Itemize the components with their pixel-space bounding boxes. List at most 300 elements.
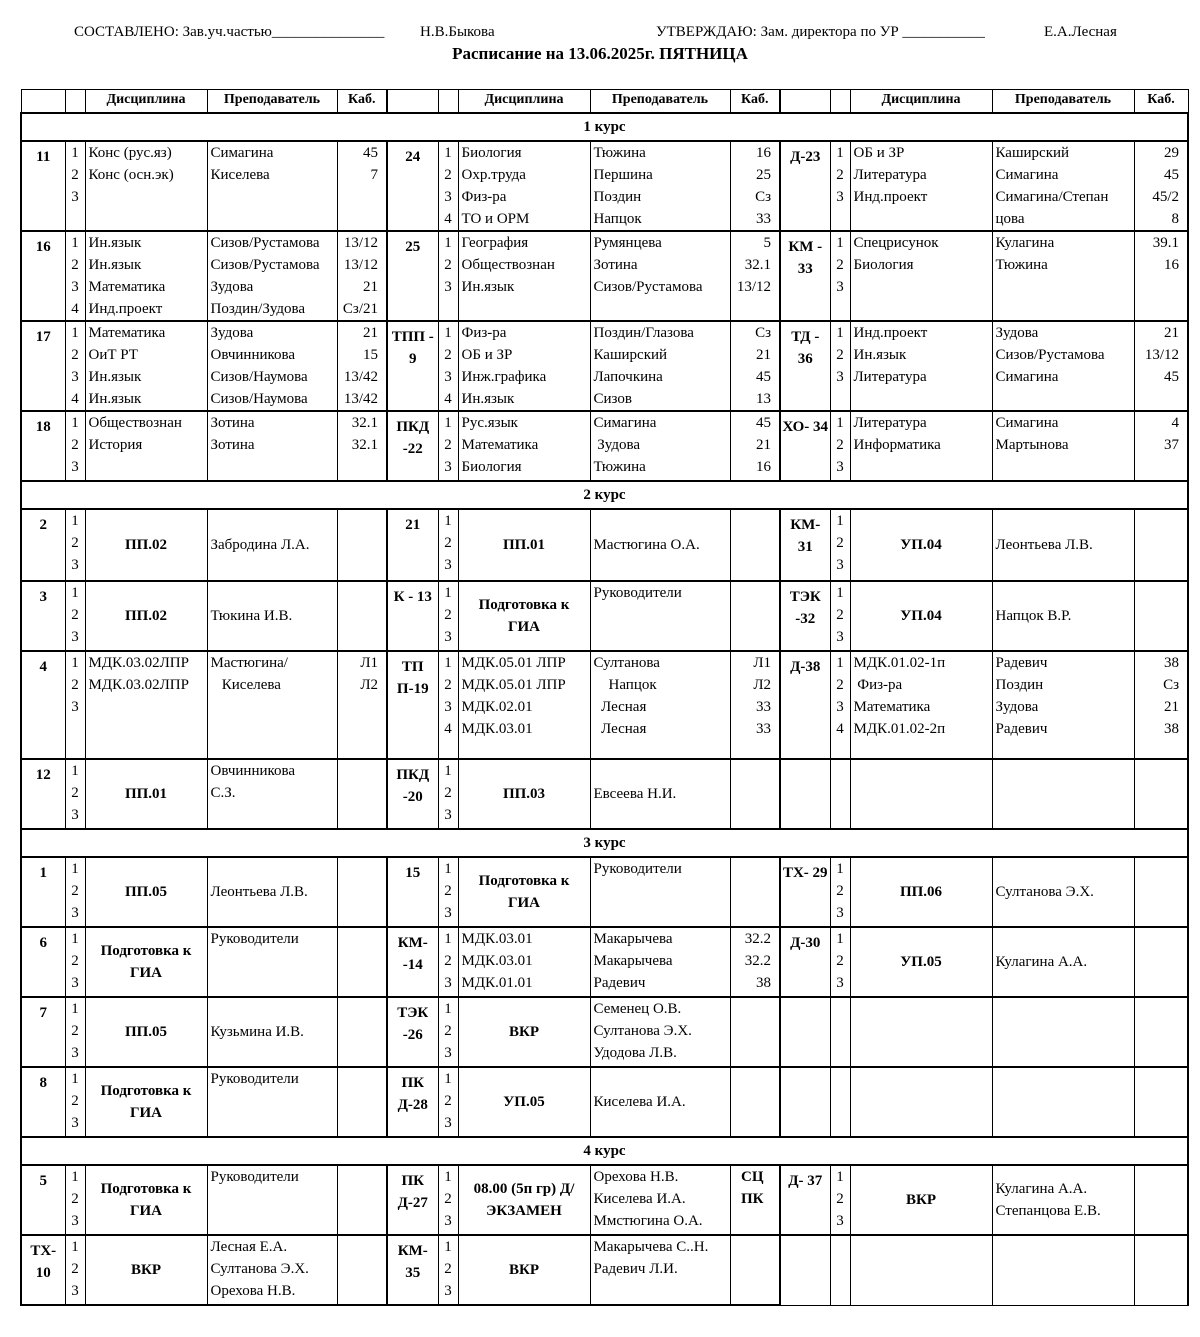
cell-line: 2: [71, 1191, 79, 1207]
teacher-cell: [992, 759, 1134, 829]
cell-line: Радевич: [995, 655, 1048, 671]
cell-line: Зотина: [210, 415, 255, 431]
cell-line: 13/42: [343, 369, 378, 385]
room-cell: [730, 1235, 780, 1305]
cell-line: МДК.03.02ЛПР: [88, 677, 189, 693]
lesson-numbers: [438, 581, 458, 651]
cell-line: 1: [836, 145, 844, 161]
room-cell: [1134, 857, 1188, 927]
course-row: [21, 1137, 1188, 1165]
teacher-cell: [590, 141, 730, 231]
cell-line: Инд.проект: [88, 301, 163, 317]
room-cell: [337, 321, 387, 411]
teacher-cell: [590, 1067, 730, 1137]
room-cell: [1134, 759, 1188, 829]
teacher-cell: [992, 997, 1134, 1067]
cell-line: 3: [444, 557, 452, 573]
cell-line: 2: [444, 883, 452, 899]
room-cell: [730, 997, 780, 1067]
cell-line: 2: [71, 1023, 79, 1039]
cell-line: Поздин/Глазова: [593, 325, 694, 341]
room-cell: [1134, 581, 1188, 651]
cell-line: Ин.язык: [88, 235, 142, 251]
cell-line: 1: [836, 415, 844, 431]
cell-line: 2: [444, 167, 452, 183]
cell-line: МДК.03.01: [461, 931, 533, 947]
teacher-cell: [207, 927, 337, 997]
group-name: 11: [21, 141, 65, 231]
cell-line: 3: [836, 975, 844, 991]
group-name: КМ - 33: [780, 231, 830, 321]
discipline-cell: [850, 997, 992, 1067]
cell-line: Конс (осн.эк): [88, 167, 174, 183]
cell-line: 32.2: [744, 953, 771, 969]
schedule-row: [21, 1067, 1188, 1137]
cell-line: 3: [71, 557, 79, 573]
cell-line: 2: [836, 607, 844, 623]
header-group-cell: [780, 90, 830, 114]
cell-line: 45: [1164, 369, 1179, 385]
cell-line: 32.1: [351, 415, 378, 431]
header-room: Каб.: [337, 90, 387, 114]
cell-line: 2: [71, 167, 79, 183]
cell-line: 3: [71, 279, 79, 295]
practice-discipline: ВКР: [458, 1235, 590, 1305]
cell-line: 16: [1164, 257, 1179, 273]
cell-line: Мастюгина/: [210, 655, 288, 671]
practice-discipline: Подготовка к ГИА: [85, 1067, 207, 1137]
practice-discipline: УП.05: [458, 1067, 590, 1137]
header-teacher: Преподаватель: [590, 90, 730, 114]
course-label: 1 курс: [21, 113, 1188, 141]
cell-line: Л1: [753, 655, 771, 671]
room-cell: [730, 857, 780, 927]
cell-line: 13: [756, 391, 771, 407]
cell-line: 45/2: [1152, 189, 1179, 205]
teacher-cell: [207, 581, 337, 651]
lesson-numbers: [438, 927, 458, 997]
cell-line: Султанова Э.Х.: [593, 1023, 692, 1039]
cell-line: Радевич: [995, 721, 1048, 737]
room-cell: [337, 651, 387, 759]
cell-line: Каширский: [995, 145, 1070, 161]
room-cell: [337, 509, 387, 581]
cell-line: 16: [756, 459, 771, 475]
cell-line: 2: [836, 953, 844, 969]
discipline-cell: [850, 1067, 992, 1137]
cell-line: Поздин: [593, 189, 642, 205]
cell-line: Напцок В.Р.: [995, 608, 1072, 624]
cell-line: 2: [71, 785, 79, 801]
header-room: Каб.: [730, 90, 780, 114]
cell-line: 4: [444, 721, 452, 737]
group-name: ПКД -20: [387, 759, 438, 829]
teacher-cell: [992, 1067, 1134, 1137]
cell-line: 1: [444, 1071, 452, 1087]
cell-line: Физ-ра: [853, 677, 903, 693]
discipline-cell: [85, 651, 207, 759]
cell-line: 2: [71, 677, 79, 693]
teacher-cell: [590, 997, 730, 1067]
cell-line: Румянцева: [593, 235, 662, 251]
teacher-cell: [207, 411, 337, 481]
cell-line: 2: [444, 535, 452, 551]
cell-line: 2: [836, 437, 844, 453]
room-cell: [337, 141, 387, 231]
group-name: ТП П-19: [387, 651, 438, 759]
room-cell: [337, 581, 387, 651]
cell-line: 38: [1164, 655, 1179, 671]
cell-line: Каширский: [593, 347, 668, 363]
practice-discipline: ВКР: [85, 1235, 207, 1305]
cell-line: Физ-ра: [461, 325, 507, 341]
cell-line: 3: [836, 1213, 844, 1229]
cell-line: 4: [1171, 415, 1179, 431]
cell-line: 1: [71, 415, 79, 431]
cell-line: 2: [444, 257, 452, 273]
cell-line: 3: [71, 1115, 79, 1131]
cell-line: Леонтьева Л.В.: [210, 884, 308, 900]
cell-line: Симагина: [995, 369, 1059, 385]
cell-line: ОБ и ЗР: [853, 145, 905, 161]
lesson-numbers: [438, 321, 458, 411]
cell-line: 2: [444, 1191, 452, 1207]
cell-line: Овчинникова: [210, 347, 296, 363]
room-cell: [730, 141, 780, 231]
cell-line: 2: [71, 883, 79, 899]
cell-line: Математика: [88, 325, 166, 341]
cell-line: Першина: [593, 167, 653, 183]
cell-line: 3: [444, 369, 452, 385]
group-name: 21: [387, 509, 438, 581]
cell-line: Инд.проект: [853, 189, 928, 205]
cell-line: Удодова Л.В.: [593, 1045, 677, 1061]
room-cell: [1134, 927, 1188, 997]
cell-line: МДК.01.01: [461, 975, 533, 991]
cell-line: 1: [71, 861, 79, 877]
cell-line: 2: [444, 785, 452, 801]
cell-line: Макарычева: [593, 953, 673, 969]
discipline-cell: [458, 141, 590, 231]
group-name: 17: [21, 321, 65, 411]
cell-line: 3: [71, 1045, 79, 1061]
cell-line: Сизов: [593, 391, 632, 407]
cell-line: 1: [836, 861, 844, 877]
discipline-cell: [85, 141, 207, 231]
cell-line: Физ-ра: [461, 189, 507, 205]
teacher-cell: [207, 231, 337, 321]
cell-line: 4: [836, 721, 844, 737]
cell-line: Сизов/Рустамова: [995, 347, 1105, 363]
cell-line: 3: [71, 905, 79, 921]
schedule-row: [21, 321, 1188, 411]
cell-line: Литература: [853, 415, 927, 431]
group-name: 8: [21, 1067, 65, 1137]
cell-line: Тюжина: [593, 145, 646, 161]
lesson-numbers: [438, 509, 458, 581]
lesson-numbers: [830, 581, 850, 651]
teacher-cell: [207, 1235, 337, 1305]
cell-line: 29: [1164, 145, 1179, 161]
teacher-cell: [992, 927, 1134, 997]
cell-line: 8: [1171, 211, 1179, 227]
cell-line: 1: [71, 1001, 79, 1017]
lesson-numbers: [65, 1165, 85, 1235]
cell-line: 2: [444, 677, 452, 693]
cell-line: 32.1: [351, 437, 378, 453]
cell-line: 3: [836, 629, 844, 645]
discipline-cell: [850, 1235, 992, 1305]
cell-line: 2: [71, 437, 79, 453]
cell-line: Поздин/Зудова: [210, 301, 306, 317]
discipline-cell: [850, 411, 992, 481]
cell-line: 21: [1164, 699, 1179, 715]
cell-line: СЦ: [741, 1169, 764, 1185]
cell-line: Киселева: [210, 167, 270, 183]
room-cell: [1134, 651, 1188, 759]
header-room: Каб.: [1134, 90, 1188, 114]
cell-line: Кузьмина И.В.: [210, 1024, 304, 1040]
teacher-cell: [590, 581, 730, 651]
practice-discipline: ПП.03: [458, 759, 590, 829]
cell-line: 3: [444, 699, 452, 715]
header-discipline: Дисциплина: [85, 90, 207, 114]
header-discipline: Дисциплина: [850, 90, 992, 114]
cell-line: Кулагина А.А.: [995, 954, 1088, 970]
teacher-cell: [207, 509, 337, 581]
discipline-cell: [85, 321, 207, 411]
cell-line: Степанцова Е.В.: [995, 1203, 1101, 1219]
cell-line: Л1: [360, 655, 378, 671]
cell-line: География: [461, 235, 529, 251]
lesson-numbers: [438, 141, 458, 231]
cell-line: 38: [1164, 721, 1179, 737]
cell-line: 45: [756, 415, 771, 431]
teacher-cell: [992, 509, 1134, 581]
cell-line: 1: [444, 1001, 452, 1017]
room-cell: [1134, 1067, 1188, 1137]
cell-line: 32.2: [744, 931, 771, 947]
cell-line: Напцок: [593, 677, 657, 693]
cell-line: 1: [71, 763, 79, 779]
lesson-numbers: [65, 997, 85, 1067]
cell-line: 3: [444, 975, 452, 991]
cell-line: Султанова Э.Х.: [995, 884, 1094, 900]
cell-line: 1: [444, 235, 452, 251]
cell-line: Евсеева Н.И.: [593, 786, 677, 802]
course-label: 3 курс: [21, 829, 1188, 857]
cell-line: 1: [444, 145, 452, 161]
group-name: КМ- -14: [387, 927, 438, 997]
schedule-row: [21, 581, 1188, 651]
cell-line: Охр.труда: [461, 167, 526, 183]
cell-line: 2: [836, 347, 844, 363]
group-name: [780, 1067, 830, 1137]
lesson-numbers: [830, 509, 850, 581]
practice-discipline: ПП.02: [85, 509, 207, 581]
room-cell: [337, 1067, 387, 1137]
course-row: [21, 113, 1188, 141]
cell-line: 45: [756, 369, 771, 385]
cell-line: Математика: [853, 699, 931, 715]
group-name: К - 13: [387, 581, 438, 651]
cell-line: 2: [71, 1093, 79, 1109]
cell-line: 3: [71, 189, 79, 205]
lesson-numbers: [65, 509, 85, 581]
room-cell: [337, 927, 387, 997]
group-name: 1: [21, 857, 65, 927]
header-group-cell: [387, 90, 438, 114]
cell-line: Орехова Н.В.: [210, 1283, 296, 1299]
cell-line: Тюкина И.В.: [210, 608, 293, 624]
cell-line: 1: [836, 513, 844, 529]
discipline-cell: [458, 231, 590, 321]
discipline-cell: [850, 759, 992, 829]
teacher-cell: [992, 411, 1134, 481]
room-cell: [730, 1165, 780, 1235]
room-cell: [1134, 231, 1188, 321]
cell-line: Ин.язык: [88, 257, 142, 273]
schedule-row: [21, 759, 1188, 829]
cell-line: 3: [71, 629, 79, 645]
group-name: ТД - 36: [780, 321, 830, 411]
cell-line: Симагина: [995, 415, 1059, 431]
group-name: 7: [21, 997, 65, 1067]
cell-line: 1: [444, 1239, 452, 1255]
group-name: 6: [21, 927, 65, 997]
teacher-cell: [207, 759, 337, 829]
cell-line: Макарычева С..Н.: [593, 1239, 709, 1255]
cell-line: Инд.проект: [853, 325, 928, 341]
teacher-cell: [207, 651, 337, 759]
lesson-numbers: [65, 927, 85, 997]
cell-line: 3: [836, 699, 844, 715]
cell-line: 2: [836, 167, 844, 183]
group-name: ТХ- 29: [780, 857, 830, 927]
schedule-table: [20, 89, 1189, 1306]
cell-line: 3: [836, 557, 844, 573]
discipline-cell: [85, 411, 207, 481]
teacher-cell: [207, 997, 337, 1067]
group-name: [780, 997, 830, 1067]
cell-line: Информатика: [853, 437, 941, 453]
cell-line: 2: [836, 1191, 844, 1207]
teacher-cell: [590, 321, 730, 411]
cell-line: Зотина: [210, 437, 255, 453]
cell-line: Овчинникова: [210, 763, 296, 779]
cell-line: Киселева И.А.: [593, 1094, 686, 1110]
cell-line: МДК.03.01: [461, 721, 533, 737]
practice-discipline: 08.00 (5п гр) Д/ЭКЗАМЕН: [458, 1165, 590, 1235]
cell-line: Л2: [360, 677, 378, 693]
practice-discipline: ПП.01: [85, 759, 207, 829]
cell-line: Руководители: [593, 585, 682, 601]
lesson-numbers: [830, 411, 850, 481]
lesson-numbers: [65, 231, 85, 321]
practice-discipline: ПП.06: [850, 857, 992, 927]
lesson-numbers: [65, 141, 85, 231]
room-cell: [337, 1165, 387, 1235]
cell-line: 33: [756, 699, 771, 715]
lesson-numbers: [830, 759, 850, 829]
discipline-cell: [458, 411, 590, 481]
compiled-label: СОСТАВЛЕНО: Зав.уч.частью_______________: [74, 24, 385, 40]
room-cell: [1134, 509, 1188, 581]
schedule-row: [21, 857, 1188, 927]
cell-line: Киселева: [210, 677, 281, 693]
group-name: ПК Д-28: [387, 1067, 438, 1137]
teacher-cell: [590, 411, 730, 481]
teacher-cell: [992, 321, 1134, 411]
teacher-cell: [992, 581, 1134, 651]
teacher-cell: [207, 321, 337, 411]
lesson-numbers: [65, 581, 85, 651]
cell-line: 2: [71, 257, 79, 273]
cell-line: Сизов/Рустамова: [210, 235, 320, 251]
schedule-row: [21, 411, 1188, 481]
schedule-row: [21, 231, 1188, 321]
cell-line: Руководители: [210, 931, 299, 947]
cell-line: Биология: [853, 257, 914, 273]
cell-line: 4: [71, 301, 79, 317]
lesson-numbers: [830, 321, 850, 411]
cell-line: Ин.язык: [853, 347, 907, 363]
approved-name: Е.А.Лесная: [1044, 24, 1117, 40]
cell-line: 1: [444, 655, 452, 671]
discipline-cell: [850, 231, 992, 321]
lesson-numbers: [438, 231, 458, 321]
room-cell: [730, 759, 780, 829]
discipline-cell: [458, 651, 590, 759]
header-num-cell: [830, 90, 850, 114]
cell-line: Поздин: [995, 677, 1044, 693]
cell-line: цова: [995, 211, 1025, 227]
cell-line: 3: [71, 1213, 79, 1229]
lesson-numbers: [65, 759, 85, 829]
group-name: 4: [21, 651, 65, 759]
cell-line: 1: [836, 1169, 844, 1185]
course-row: [21, 829, 1188, 857]
group-name: Д-23: [780, 141, 830, 231]
cell-line: 1: [444, 1169, 452, 1185]
room-cell: [337, 411, 387, 481]
cell-line: 1: [444, 513, 452, 529]
cell-line: 37: [1164, 437, 1179, 453]
group-name: 18: [21, 411, 65, 481]
teacher-cell: [992, 1235, 1134, 1305]
lesson-numbers: [830, 1235, 850, 1305]
group-name: КМ- 35: [387, 1235, 438, 1305]
lesson-numbers: [65, 1235, 85, 1305]
room-cell: [337, 997, 387, 1067]
cell-line: Спецрисунок: [853, 235, 939, 251]
approved-label: УТВЕРЖДАЮ: Зам. директора по УР ___________: [656, 24, 985, 40]
cell-line: 1: [444, 325, 452, 341]
cell-line: 1: [444, 931, 452, 947]
teacher-cell: [590, 927, 730, 997]
teacher-cell: [992, 651, 1134, 759]
cell-line: Мартынова: [995, 437, 1069, 453]
cell-line: Обществознан: [88, 415, 182, 431]
discipline-cell: [458, 927, 590, 997]
room-cell: [730, 1067, 780, 1137]
cell-line: Ин.язык: [88, 369, 142, 385]
lesson-numbers: [830, 651, 850, 759]
cell-line: 2: [71, 535, 79, 551]
group-name: ТЭК -32: [780, 581, 830, 651]
lesson-numbers: [830, 1165, 850, 1235]
cell-line: 21: [756, 347, 771, 363]
